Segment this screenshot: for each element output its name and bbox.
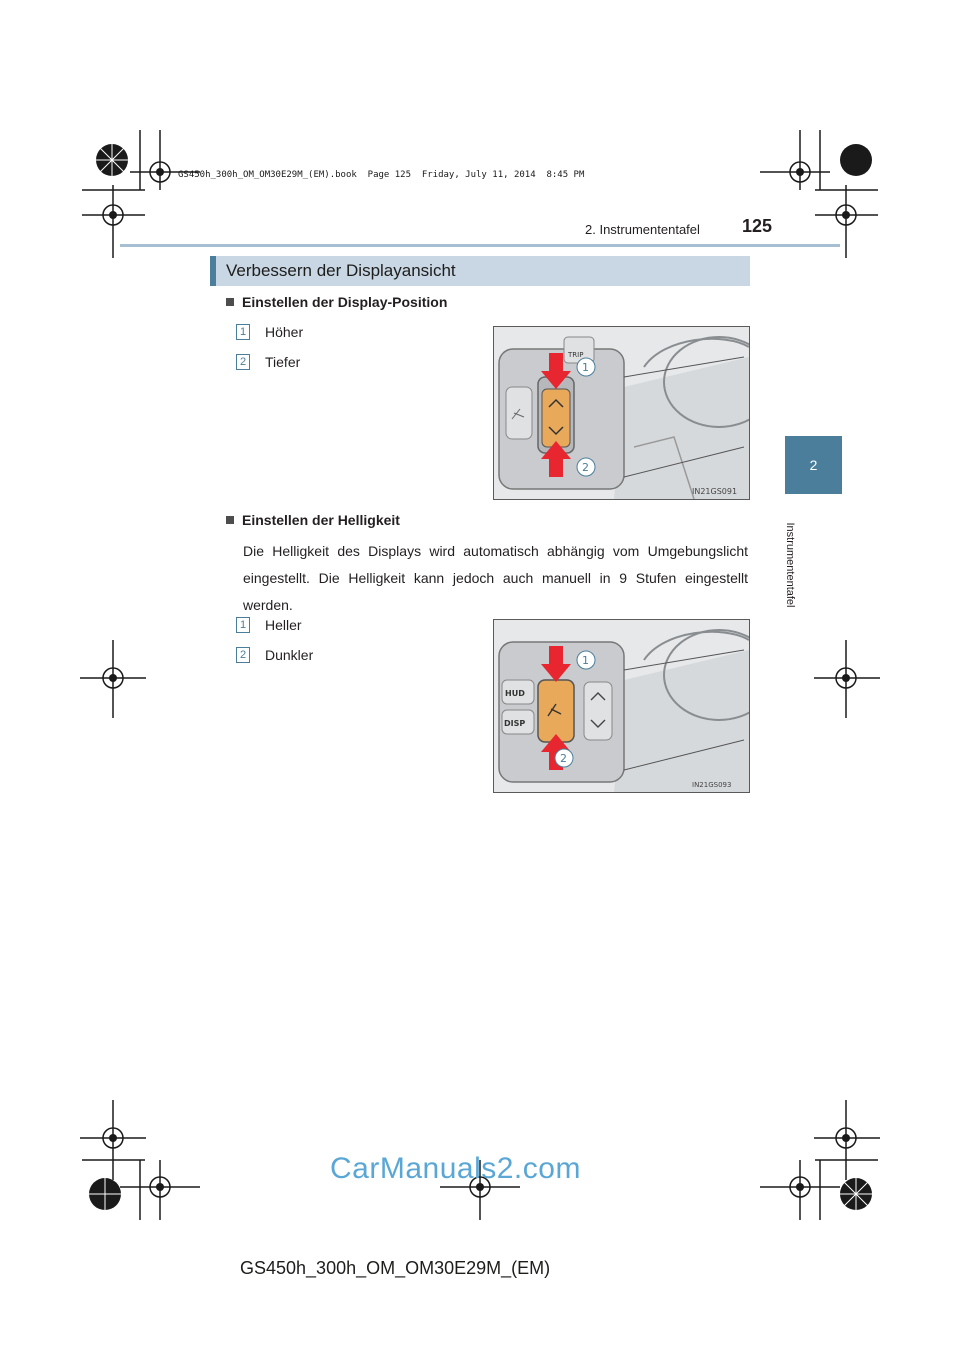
figure-code: IN21GS091 xyxy=(692,487,738,496)
item-label: Dunkler xyxy=(265,647,314,663)
item-number: 1 xyxy=(236,324,250,340)
page-number: 125 xyxy=(742,216,773,236)
section-title: Verbessern der Displayansicht xyxy=(226,261,456,280)
watermark: CarManuals2.com xyxy=(330,1152,581,1185)
chapter-label xyxy=(780,520,800,610)
item-label: Heller xyxy=(265,617,302,633)
item-label: Höher xyxy=(265,324,304,340)
running-head: 2. Instrumententafel xyxy=(585,222,700,237)
bullet-square-icon xyxy=(226,298,234,306)
callout-1: 1 xyxy=(582,361,589,374)
figure-illustration xyxy=(494,620,749,792)
chapter-label-text: Instrumententafel xyxy=(784,522,796,608)
list-item xyxy=(236,354,300,370)
list-item xyxy=(236,617,302,633)
footer-code: GS450h_300h_OM_OM30E29M_(EM) xyxy=(240,1258,551,1278)
figure-illustration xyxy=(494,327,749,499)
body-text: Die Helligkeit des Displays wird automatisch abhängig vom Umgebungslicht eingestellt. Die Helligkeit kann jedoch auch manuell in 9 Stufen eingestellt werden. xyxy=(243,543,748,613)
chapter-number: 2 xyxy=(809,457,818,473)
disp-button-label: DISP xyxy=(504,719,526,728)
item-number: 2 xyxy=(236,647,250,663)
item-number: 2 xyxy=(236,354,250,370)
item-number: 1 xyxy=(236,617,250,633)
chapter-tab xyxy=(785,436,842,494)
list-item xyxy=(236,647,313,663)
figure-brightness xyxy=(493,619,750,793)
section-title-bar xyxy=(210,256,750,286)
header-rule xyxy=(120,244,840,247)
book-header: GS450h_300h_OM_OM30E29M_(EM).book Page 125 Friday, July 11, 2014 8:45 PM xyxy=(178,170,585,180)
callout-1: 1 xyxy=(582,654,589,667)
item-label: Tiefer xyxy=(265,354,301,370)
figure-code: IN21GS093 xyxy=(692,781,732,789)
subsection-heading xyxy=(226,512,400,528)
subsection-heading xyxy=(226,294,447,310)
list-item xyxy=(236,324,303,340)
trip-button-label: TRIP xyxy=(568,351,584,359)
figure-display-position xyxy=(493,326,750,500)
callout-2: 2 xyxy=(560,752,567,765)
bullet-square-icon xyxy=(226,516,234,524)
subsection-title: Einstellen der Display-Position xyxy=(242,294,448,310)
callout-2: 2 xyxy=(582,461,589,474)
subsection-title: Einstellen der Helligkeit xyxy=(242,512,400,528)
hud-button-label: HUD xyxy=(505,689,525,698)
